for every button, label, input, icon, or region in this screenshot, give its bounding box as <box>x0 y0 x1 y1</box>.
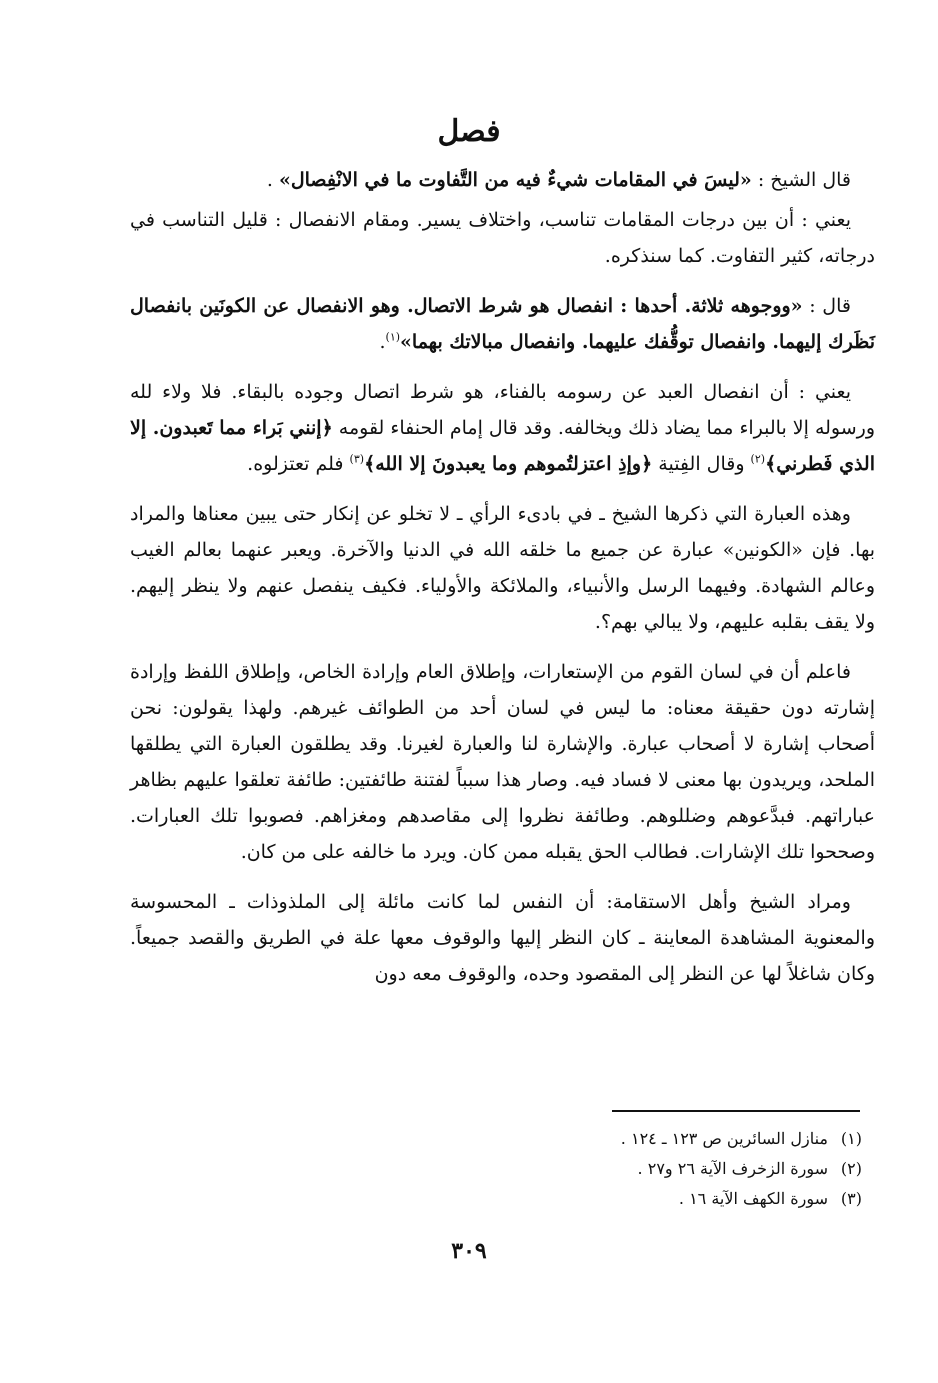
paragraph-isharat: فاعلم أن في لسان القوم من الإستعارات، وإطلاق العام وإرادة الخاص، وإطلاق اللفظ وإرادة إشارته دون حقيقة معناه: ما ليس في لسان أحد من الطوائف غيرهم. ولهذا يقولون: نحن أصحاب إشارة لا أصحاب عبارة. والإشارة لنا والعبارة لغيرنا. وقد يطلقون العبارة التي يطلقها الملحد، ويريدون بها معنى لا فساد فيه. وصار هذا سبباً لفتنة طائفتين: طائفة تعلقوا عليهم بظاهر عباراتهم. فبدَّعوهم وضللوهم. وطائفة نظروا إلى مقاصدهم ومغزاهم. فصوبوا تلك العبارات. وصححوا تلك الإشارات. فطالب الحق يقبله ممن كان. ويرد ما خالفه على من كان. <box>130 661 875 863</box>
main-text <box>130 162 875 1006</box>
quote-tail: . <box>266 169 279 191</box>
page-number: ٣٠٩ <box>451 1238 487 1264</box>
footnote-text: سورة الزخرف الآية ٢٦ و٢٧ . <box>637 1159 828 1178</box>
footnote-ref: (٣) <box>349 452 365 466</box>
paragraph-istiqama: ومراد الشيخ وأهل الاستقامة: أن النفس لما كانت مائلة إلى الملذوذات ـ المحسوسة والمعنوية المشاهدة المعاينة ـ كان النظر إليها والوقوف معها علة في الطريق والقصد جميعاً. وكان شاغلاً لها عن النظر إلى المقصود وحده، والوقوف معه دون <box>130 891 875 985</box>
sheikh-quote: «ليسَ في المقامات شيءٌ فيه من التَّفاوت ما في الانْفِصال» <box>278 169 752 191</box>
footnote-ref: (٢) <box>750 452 766 466</box>
sheikh-quote: «ووجوهه ثلاثة. أحدها : انفصال هو شرط الاتصال. وهو الانفصال عن الكونَين بانفصال نَظَرك إليهما. وانفصال توقُّفك عليهما. وانفصال مبالاتك بهما» <box>130 295 875 353</box>
quote-lead: قال : <box>802 295 851 317</box>
quote-tail: . <box>379 331 386 353</box>
footnote-2 <box>430 1154 862 1184</box>
footnote-text: سورة الكهف الآية ١٦ . <box>678 1189 828 1208</box>
footnote-3 <box>430 1184 862 1214</box>
text-segment: فلم تعتزلوه. <box>247 453 350 475</box>
footnotes <box>430 1124 862 1214</box>
footnote-text: منازل السائرين ص ١٢٣ ـ ١٢٤ . <box>620 1129 828 1148</box>
section-heading: فصل <box>437 114 501 149</box>
quran-verse: ﴿وإذِ اعتزلتُموهم وما يعبدونَ إلا الله﴾ <box>364 453 653 475</box>
paragraph-fana-baqa <box>130 374 875 482</box>
paragraph-explanation: يعني : أن بين درجات المقامات تناسب، واختلاف يسير. ومقام الانفصال : قليل التناسب في درجاته، كثير التفاوت. كما سنذكره. <box>130 209 875 267</box>
footnote-divider <box>612 1110 860 1112</box>
footnote-number: (٣) <box>840 1189 862 1208</box>
text-segment: وقال الفِتية <box>652 453 751 475</box>
paragraph-sheikh-quote <box>130 162 875 198</box>
footnote-ref: (١) <box>385 330 401 344</box>
quote-lead: قال الشيخ : <box>751 169 851 191</box>
quran-verse: ﴿إنني بَراء مما تَعبدون. إلا الذي فَطرني﴾ <box>130 417 875 475</box>
footnote-1 <box>430 1124 862 1154</box>
footnote-number: (١) <box>840 1129 862 1148</box>
text-segment: يعني : أن انفصال العبد عن رسومه بالفناء، هو شرط اتصال وجوده بالبقاء. فلا ولاء لله ورسوله إلا بالبراء مما يضاد ذلك ويخالفه. وقد قال إمام الحنفاء لقومه <box>130 381 876 439</box>
footnote-number: (٢) <box>840 1159 862 1178</box>
paragraph-three-aspects <box>130 288 875 360</box>
paragraph-kawnain: وهذه العبارة التي ذكرها الشيخ ـ في بادىء الرأي ـ لا تخلو عن إنكار حتى يبين معناها والمراد بها. فإن «الكونين» عبارة عن جميع ما خلقه الله في الدنيا والآخرة. ويعبر عنهما بعالم الغيب وعالم الشهادة. وفيهما الرسل والأنبياء، والملائكة والأولياء. فكيف ينفصل عنهم ولا ينظر إليهم. ولا يقف بقلبه عليهم، ولا يبالي بهم؟. <box>130 503 875 633</box>
